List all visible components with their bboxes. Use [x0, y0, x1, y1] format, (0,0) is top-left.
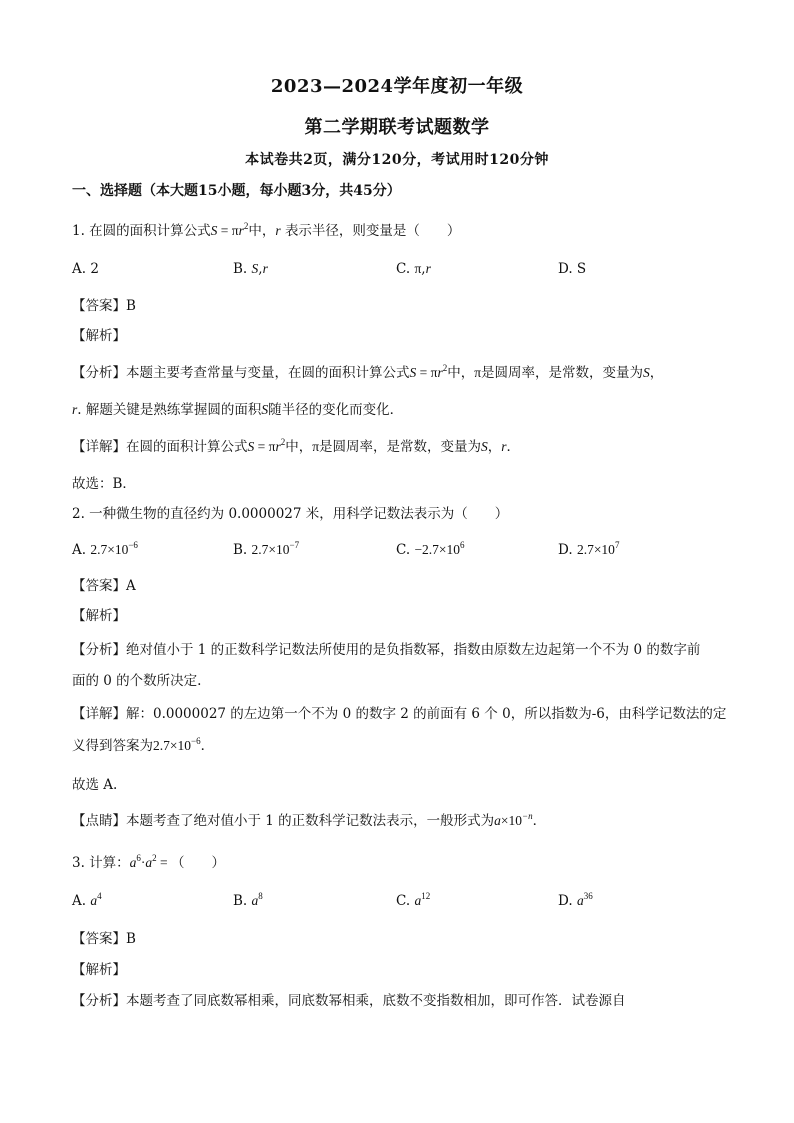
q1-stem-post: 中， — [248, 223, 276, 239]
q2-fenxi-line1: 【分析】绝对值小于 1 的正数科学记数法所使用的是负指数幂，指数由原数左边起第一个不为 0 的数字前 — [72, 642, 701, 658]
q1-answer: 【答案】B — [72, 298, 136, 314]
q3-option-c: C. $a^{12}$ — [396, 891, 431, 909]
q3-option-d: D. $a^{36}$ — [558, 891, 593, 909]
question-2-stem: 2. 一种微生物的直径约为 0.0000027 米，用科学记数法表示为（ ） — [72, 506, 509, 522]
section-heading: 一、选择题（本大题15小题，每小题3分，共45分） — [72, 183, 401, 199]
q1-option-b: B. S,r — [233, 261, 268, 277]
q2-conclusion: 故选 A. — [72, 777, 118, 793]
area-formula: S — [210, 223, 218, 238]
q2-fenxi-line2: 面的 0 的个数所决定. — [72, 673, 202, 689]
q2-xiangjie-line2: 义得到答案为$2.7\times 10^{-6}$． — [72, 736, 215, 754]
q1-xiangjie: 【详解】在圆的面积计算公式$S = \pi r^2$中，π是圆周率，是常数，变量为S，r． — [72, 437, 521, 455]
q1-option-d: D. S — [558, 261, 587, 277]
exam-title-line2: 第二学期联考试题数学 — [304, 117, 490, 138]
exam-subtitle: 本试卷共2页，满分120分，考试用时120分钟 — [245, 152, 549, 168]
q3-option-b: B. $a^8$ — [233, 891, 263, 909]
q2-option-a: A. $2.7\times 10^{-6}$ — [72, 540, 138, 558]
question-1-stem: 1. 在圆的面积计算公式$S = \pi r^2$中，r 表示半径，则变量是（ ） — [72, 221, 461, 239]
q2-answer: 【答案】A — [72, 578, 136, 594]
q2-analysis-label: 【解析】 — [72, 608, 126, 624]
q3-analysis-label: 【解析】 — [72, 962, 126, 978]
q1-stem-tail: 表示半径，则变量是（ ） — [284, 223, 461, 239]
q2-option-d: D. $2.7\times 10^7$ — [558, 540, 620, 558]
q3-fenxi: 【分析】本题考查了同底数幂相乘，同底数幂相乘，底数不变指数相加，即可作答．试卷源自 — [72, 993, 626, 1009]
q1-fenxi-line2: r. 解题关键是熟练掌握圆的面积S随半径的变化而变化． — [72, 402, 404, 418]
q2-option-b: B. $2.7\times 10^{-7}$ — [233, 540, 300, 558]
q1-option-c: C. π,r — [396, 261, 431, 277]
q2-xiangjie-line1: 【详解】解：0.0000027 的左边第一个不为 0 的数字 2 的前面有 6 个 0，所以指数为-6，由科学记数法的定 — [72, 706, 727, 722]
q1-fenxi-line1: 【分析】本题主要考查常量与变量，在圆的面积计算公式$S = \pi r^2$中，π是圆周率，是常数，变量为S， — [72, 363, 664, 381]
q1-conclusion: 故选：B． — [72, 476, 136, 492]
q1-option-a: A. 2 — [72, 261, 99, 277]
q3-answer: 【答案】B — [72, 931, 136, 947]
exam-title-line1: 2023—2024学年度初一年级 — [270, 76, 524, 97]
q2-option-c: C. $-2.7\times 10^6$ — [396, 540, 465, 558]
q3-option-a: A. $a^4$ — [72, 891, 102, 909]
q2-dianjing: 【点睛】本题考查了绝对值小于 1 的正数科学记数法表示，一般形式为$a\times 10^{-n}$． — [72, 811, 547, 829]
q1-stem-pre: 1. 在圆的面积计算公式 — [72, 223, 211, 239]
q1-analysis-label: 【解析】 — [72, 328, 126, 344]
question-3-stem: 3. 计算：$a^6\cdot a^2$ = （ ） — [72, 853, 226, 871]
